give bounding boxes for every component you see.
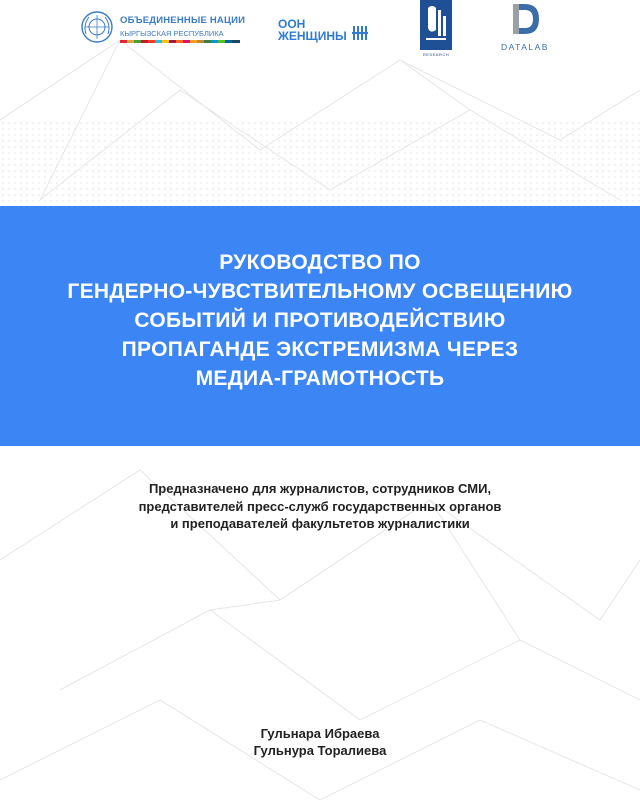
authors bbox=[120, 725, 520, 759]
title-line-2: ГЕНДЕРНО-ЧУВСТВИТЕЛЬНОМУ ОСВЕЩЕНИЮ bbox=[67, 280, 573, 303]
un-logo bbox=[80, 10, 260, 50]
subtitle-line-3: и преподавателей факультетов журналистики bbox=[170, 516, 470, 531]
document-subtitle bbox=[60, 480, 580, 533]
title-line-3: СОБЫТИЙ И ПРОТИВОДЕЙСТВИЮ bbox=[134, 309, 506, 332]
title-line-5: МЕДИА-ГРАМОТНОСТЬ bbox=[195, 367, 445, 390]
sdg-color-bar bbox=[120, 40, 240, 43]
un-women-line2: ЖЕНЩИНЫ bbox=[278, 29, 347, 43]
pil-research-emblem-icon bbox=[418, 0, 454, 52]
author-2: Гульнура Торалиева bbox=[253, 743, 387, 758]
un-logo-subtitle: КЫРГЫЗСКАЯ РЕСПУБЛИКА bbox=[120, 29, 224, 38]
datalab-emblem-icon bbox=[495, 0, 555, 40]
subtitle-line-2: представителей пресс-служб государственных органов bbox=[138, 498, 502, 514]
subtitle-line-1: Предназначено для журналистов, сотрудников СМИ, bbox=[148, 481, 492, 496]
datalab-logo bbox=[495, 0, 565, 64]
title-line-4: ПРОПАГАНДЕ ЭКСТРЕМИЗМА ЧЕРЕЗ bbox=[121, 338, 519, 361]
datalab-name: DATALAB bbox=[501, 42, 549, 52]
un-women-logo bbox=[278, 12, 373, 48]
pil-research-caption: RESEARCH bbox=[422, 52, 450, 57]
un-logo-title: ОБЪЕДИНЕННЫЕ НАЦИИ bbox=[120, 15, 246, 26]
logos-header bbox=[0, 0, 640, 70]
un-emblem-icon bbox=[80, 10, 114, 44]
pil-research-logo bbox=[418, 0, 454, 60]
author-1: Гульнара Ибраева bbox=[260, 726, 380, 741]
un-women-mark-icon bbox=[352, 24, 368, 42]
title-line-1: РУКОВОДСТВО ПО bbox=[219, 251, 421, 274]
document-title bbox=[20, 248, 620, 393]
un-women-line1: ООН bbox=[278, 17, 306, 31]
